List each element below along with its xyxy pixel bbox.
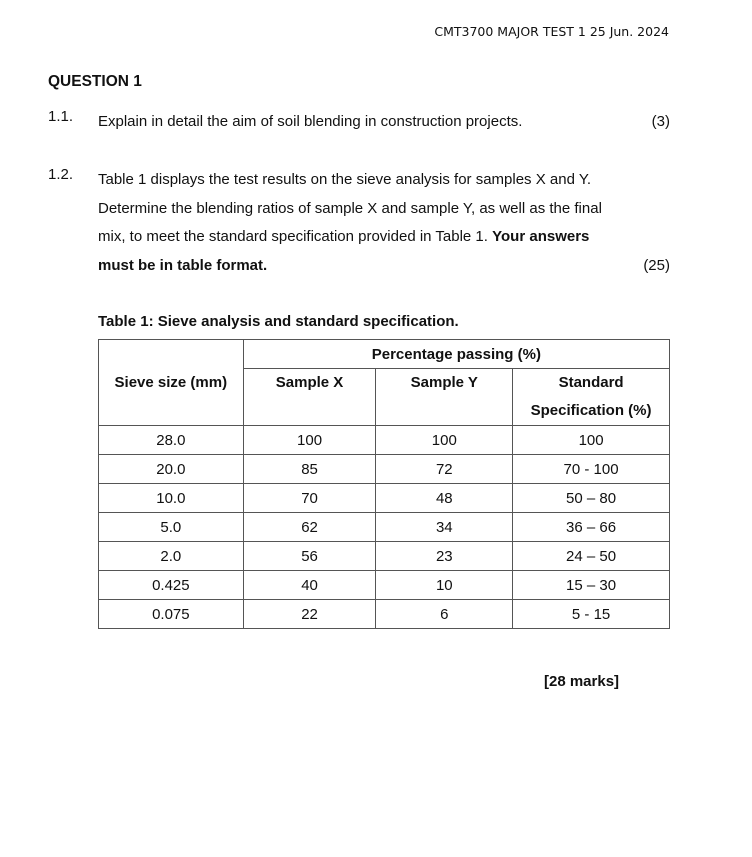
question-1-2 (48, 166, 670, 280)
question-1-2-line-2: Determine the blending ratios of sample X and sample Y, as well as the final (98, 199, 602, 217)
sieve-analysis-table (98, 339, 670, 629)
cell-sample-x: 56 (243, 542, 376, 571)
question-1-2-marks: (25) (643, 256, 670, 274)
table-row (99, 542, 670, 571)
cell-sieve: 5.0 (99, 513, 244, 542)
question-1-2-line-4 (98, 252, 670, 281)
cell-sample-y: 34 (376, 513, 513, 542)
cell-sample-x: 100 (243, 426, 376, 455)
table-row (99, 571, 670, 600)
header-sieve-size: Sieve size (mm) (99, 340, 244, 426)
cell-spec: 5 - 15 (513, 600, 670, 629)
cell-spec: 36 – 66 (513, 513, 670, 542)
question-1-2-line-3-bold: Your answers (492, 228, 590, 245)
header-sample-y: Sample Y (376, 369, 513, 426)
cell-sample-y: 100 (376, 426, 513, 455)
cell-spec: 15 – 30 (513, 571, 670, 600)
header-spec-line-2: Specification (%) (530, 402, 652, 419)
question-1-1-marks: (3) (651, 113, 670, 130)
cell-spec: 50 – 80 (513, 484, 670, 513)
cell-sample-y: 23 (376, 542, 513, 571)
question-1-2-line-1: Table 1 displays the test results on the sieve analysis for samples X and Y. (98, 171, 592, 188)
cell-sample-y: 6 (376, 600, 513, 629)
cell-spec: 24 – 50 (513, 542, 670, 571)
cell-sieve: 20.0 (99, 455, 244, 484)
table-row (99, 513, 670, 542)
table-row (99, 455, 670, 484)
cell-sieve: 2.0 (99, 542, 244, 571)
table-row (99, 484, 670, 513)
question-1-2-line-3 (98, 223, 670, 252)
table-header-row-1 (99, 340, 670, 369)
question-title: QUESTION 1 (48, 73, 142, 90)
table-caption: Table 1: Sieve analysis and standard specification. (98, 313, 459, 330)
question-1-2-line-3-plain: mix, to meet the standard specification provided in Table 1. (98, 228, 488, 245)
question-1-1-text: Explain in detail the aim of soil blending in construction projects. (98, 113, 523, 130)
cell-sample-y: 10 (376, 571, 513, 600)
cell-sample-x: 62 (243, 513, 376, 542)
question-1-2-number: 1.2. (48, 166, 74, 183)
question-1-2-line-4-bold: must be in table format. (98, 256, 268, 274)
total-marks: [28 marks] (544, 673, 620, 690)
cell-sample-x: 22 (243, 600, 376, 629)
test-header: CMT3700 MAJOR TEST 1 25 Jun. 2024 (434, 24, 669, 39)
table-row (99, 426, 670, 455)
cell-spec: 70 - 100 (513, 455, 670, 484)
header-percentage-passing: Percentage passing (%) (243, 340, 669, 369)
cell-sample-y: 72 (376, 455, 513, 484)
cell-sieve: 10.0 (99, 484, 244, 513)
cell-sample-x: 40 (243, 571, 376, 600)
header-spec-line-1: Standard (558, 374, 624, 391)
cell-sieve: 0.075 (99, 600, 244, 629)
question-1-1-number: 1.1. (48, 108, 74, 125)
cell-sieve: 0.425 (99, 571, 244, 600)
question-1-1 (48, 108, 670, 137)
cell-sample-x: 85 (243, 455, 376, 484)
header-standard-specification (513, 369, 670, 426)
cell-sieve: 28.0 (99, 426, 244, 455)
cell-spec: 100 (513, 426, 670, 455)
table-row (99, 600, 670, 629)
cell-sample-y: 48 (376, 484, 513, 513)
header-sample-x: Sample X (243, 369, 376, 426)
cell-sample-x: 70 (243, 484, 376, 513)
